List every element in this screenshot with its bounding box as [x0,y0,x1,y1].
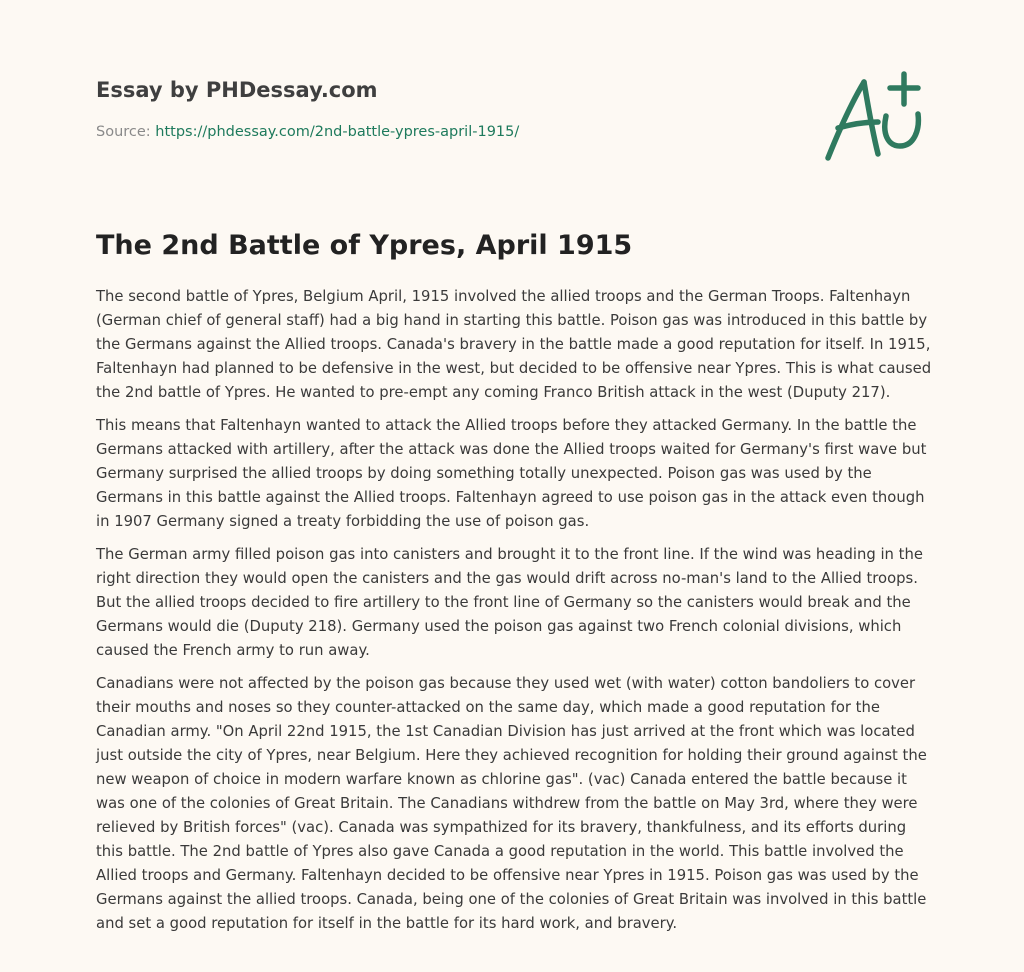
article-body [96,285,932,945]
paragraph-2: This means that Faltenhayn wanted to attack the Allied troops before they attacked Germany. In the battle the Germans attacked with artillery, after the attack was done the Allied troops waited for Germany's first wave but Germany surprised the allied troops by doing something totally unexpected. Poison gas was used by the Germans in this battle against the Allied troops. Faltenhayn agreed to use poison gas in the attack even though in 1907 Germany signed a treaty forbidding the use of poison gas. [96,417,927,530]
source-line [96,122,796,142]
a-plus-logo-icon [818,66,930,166]
brand-title: Essay by PHDessay.com [96,78,378,102]
paragraph-1: The second battle of Ypres, Belgium April, 1915 involved the allied troops and the German Troops. Faltenhayn (German chief of general staff) had a big hand in starting this battle. Poison gas was introduced in this battle by the Germans against the Allied troops. Canada's bravery in the battle made a good reputation for itself. In 1915, Faltenhayn had planned to be defensive in the west, but decided to be offensive near Ypres. This is what caused the 2nd battle of Ypres. He wanted to pre-empt any coming Franco British attack in the west (Duputy 217). [96,288,932,401]
paragraph-3: The German army filled poison gas into canisters and brought it to the front line. If the wind was heading in the right direction they would open the canisters and the gas would drift across no-man's land to the Allied troops. But the allied troops decided to fire artillery to the front line of Germany so the canisters would break and the Germans would die (Duputy 218). Germany used the poison gas against two French colonial divisions, which caused the French army to run away. [96,546,923,659]
article-title: The 2nd Battle of Ypres, April 1915 [96,230,633,261]
essay-header [96,72,796,142]
paragraph-4: Canadians were not affected by the poison gas because they used wet (with water) cotton bandoliers to cover their mouths and noses so they counter-attacked on the same day, which made a good reputation for the Canadian army. "On April 22nd 1915, the 1st Canadian Division has just arrived at the front which was located just outside the city of Ypres, near Belgium. Here they achieved recognition for holding their ground against the new weapon of choice in modern warfare known as chlorine gas". (vac) Canada entered the battle because it was one of the colonies of Great Britain. The Canadians withdrew from the battle on May 3rd, where they were relieved by British forces" (vac). Canada was sympathized for its bravery, thankfulness, and its efforts during this battle. The 2nd battle of Ypres also gave Canada a good reputation in the world. This battle involved the Allied troops and Germany. Faltenhayn decided to be offensive near Ypres in 1915. Poison gas was used by the Germans against the allied troops. Canada, being one of the colonies of Great Britain was involved in this battle and set a good reputation for itself in the battle for its hard work, and bravery. [96,675,927,932]
source-link[interactable]: https://phdessay.com/2nd-battle-ypres-april-1915/ [155,124,520,140]
source-label: Source: [96,124,151,140]
